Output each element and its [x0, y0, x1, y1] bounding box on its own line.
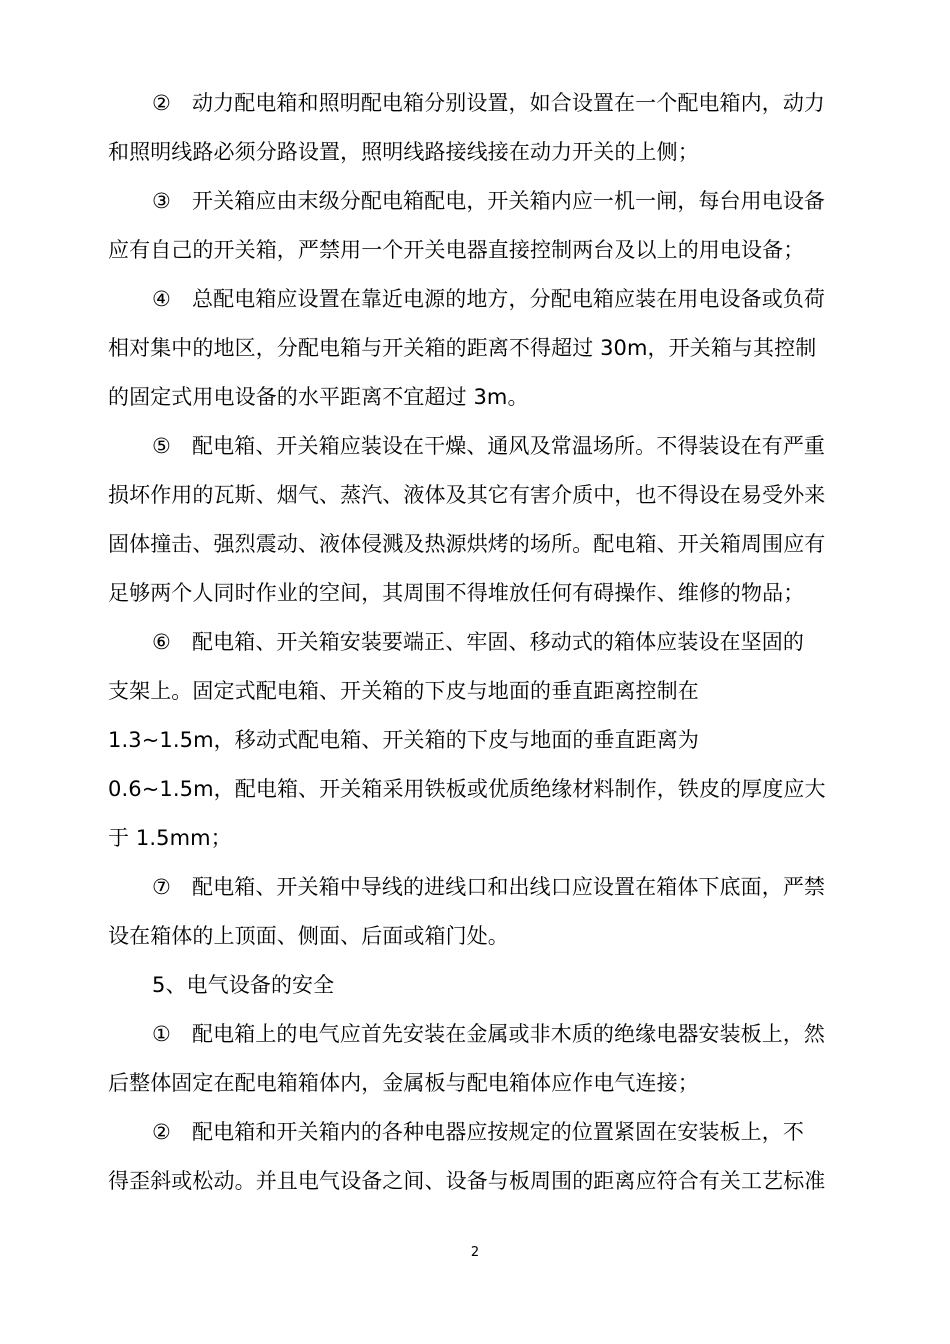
paragraph-line: 支架上。固定式配电箱、开关箱的下皮与地面的垂直距离控制在 [108, 679, 699, 703]
paragraph-line: ⑦ 配电箱、开关箱中导线的进线口和出线口应设置在箱体下底面，严禁 [152, 875, 826, 899]
paragraph-line: ⑥ 配电箱、开关箱安装要端正、牢固、移动式的箱体应装设在坚固的 [152, 630, 804, 654]
paragraph-line: ② 配电箱和开关箱内的各种电器应按规定的位置紧固在安装板上，不 [152, 1120, 804, 1144]
page-number: 2 [470, 1245, 480, 1260]
paragraph-line: 的固定式用电设备的水平距离不宜超过 3m。 [108, 385, 529, 409]
paragraph-line: ① 配电箱上的电气应首先安装在金属或非木质的绝缘电器安装板上，然 [152, 1022, 826, 1046]
paragraph-line: 1.3~1.5m，移动式配电箱、开关箱的下皮与地面的垂直距离为 [108, 728, 699, 752]
paragraph-line: 和照明线路必须分路设置，照明线路接线接在动力开关的上侧； [108, 140, 699, 164]
paragraph-line: ③ 开关箱应由末级分配电箱配电，开关箱内应一机一闸，每台用电设备 [152, 189, 826, 213]
paragraph-line: 相对集中的地区，分配电箱与开关箱的距离不得超过 30m，开关箱与其控制 [108, 336, 817, 360]
section-heading: 5、电气设备的安全 [152, 973, 335, 997]
paragraph-line: 于 1.5mm； [108, 826, 232, 850]
paragraph-line: ② 动力配电箱和照明配电箱分别设置，如合设置在一个配电箱内，动力 [152, 91, 826, 115]
paragraph-line: 得歪斜或松动。并且电气设备之间、设备与板周围的距离应符合有关工艺标准 [108, 1169, 826, 1193]
paragraph-line: 后整体固定在配电箱箱体内，金属板与配电箱体应作电气连接； [108, 1071, 699, 1095]
paragraph-line: 设在箱体的上顶面、侧面、后面或箱门处。 [108, 924, 509, 948]
paragraph-line: 0.6~1.5m，配电箱、开关箱采用铁板或优质绝缘材料制作，铁皮的厚度应大 [108, 777, 826, 801]
paragraph-line: 损坏作用的瓦斯、烟气、蒸汽、液体及其它有害介质中，也不得设在易受外来 [108, 483, 826, 507]
paragraph-line: 足够两个人同时作业的空间，其周围不得堆放任何有碍操作、维修的物品； [108, 581, 805, 605]
paragraph-line: ⑤ 配电箱、开关箱应装设在干燥、通风及常温场所。不得装设在有严重 [152, 434, 826, 458]
paragraph-line: 应有自己的开关箱，严禁用一个开关电器直接控制两台及以上的用电设备； [108, 238, 805, 262]
paragraph-line: ④ 总配电箱应设置在靠近电源的地方，分配电箱应装在用电设备或负荷 [152, 287, 826, 311]
paragraph-line: 固体撞击、强烈震动、液体侵溅及热源烘烤的场所。配电箱、开关箱周围应有 [108, 532, 826, 556]
